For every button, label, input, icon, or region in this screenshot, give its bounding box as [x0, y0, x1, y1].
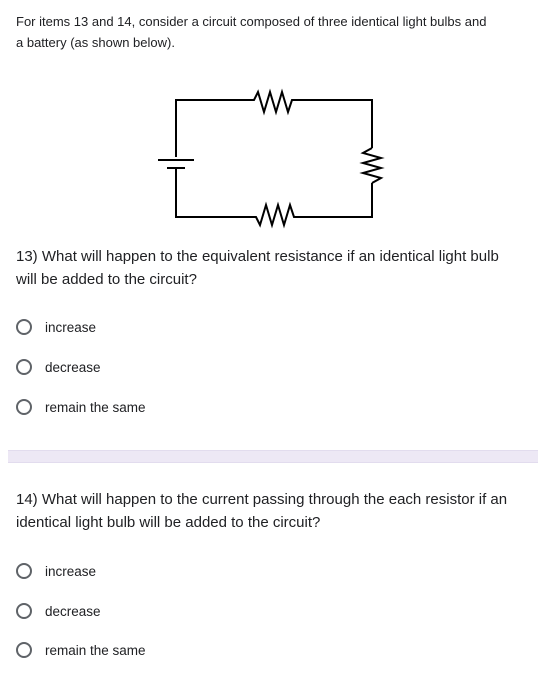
option-label: remain the same — [45, 642, 146, 658]
radio-icon[interactable] — [16, 359, 32, 375]
radio-icon[interactable] — [16, 603, 32, 619]
question-13-line-1: 13) What will happen to the equivalent resistance if an identical light bulb — [16, 248, 499, 265]
option-label: decrease — [45, 603, 101, 619]
intro-line-2: a battery (as shown below). — [16, 35, 175, 50]
question-14-text — [16, 488, 546, 534]
radio-icon[interactable] — [16, 319, 32, 335]
circuit-bottom-wire — [176, 168, 372, 225]
option-label: decrease — [45, 359, 101, 375]
option-label: increase — [45, 319, 97, 335]
question-13-line-2: will be added to the circuit? — [16, 271, 197, 288]
section-divider — [8, 450, 538, 463]
question-14-line-2: identical light bulb will be added to the circuit? — [16, 514, 321, 531]
q14-option-increase[interactable] — [16, 559, 96, 583]
q13-option-decrease[interactable] — [16, 355, 101, 379]
option-label: remain the same — [45, 399, 146, 415]
q13-option-increase[interactable] — [16, 315, 96, 339]
circuit-top-wire — [176, 92, 372, 157]
circuit-diagram — [0, 0, 560, 240]
radio-icon[interactable] — [16, 642, 32, 658]
circuit-right-resistor — [363, 148, 381, 183]
intro-line-1: For items 13 and 14, consider a circuit composed of three identical light bulbs and — [16, 14, 487, 29]
q13-option-remain-the-same[interactable] — [16, 395, 146, 419]
question-14-line-1: 14) What will happen to the current passing through the each resistor if an — [16, 491, 508, 508]
q14-option-decrease[interactable] — [16, 599, 101, 623]
question-13-text — [16, 245, 546, 291]
q14-option-remain-the-same[interactable] — [16, 638, 146, 662]
radio-icon[interactable] — [16, 399, 32, 415]
radio-icon[interactable] — [16, 563, 32, 579]
option-label: increase — [45, 563, 97, 579]
